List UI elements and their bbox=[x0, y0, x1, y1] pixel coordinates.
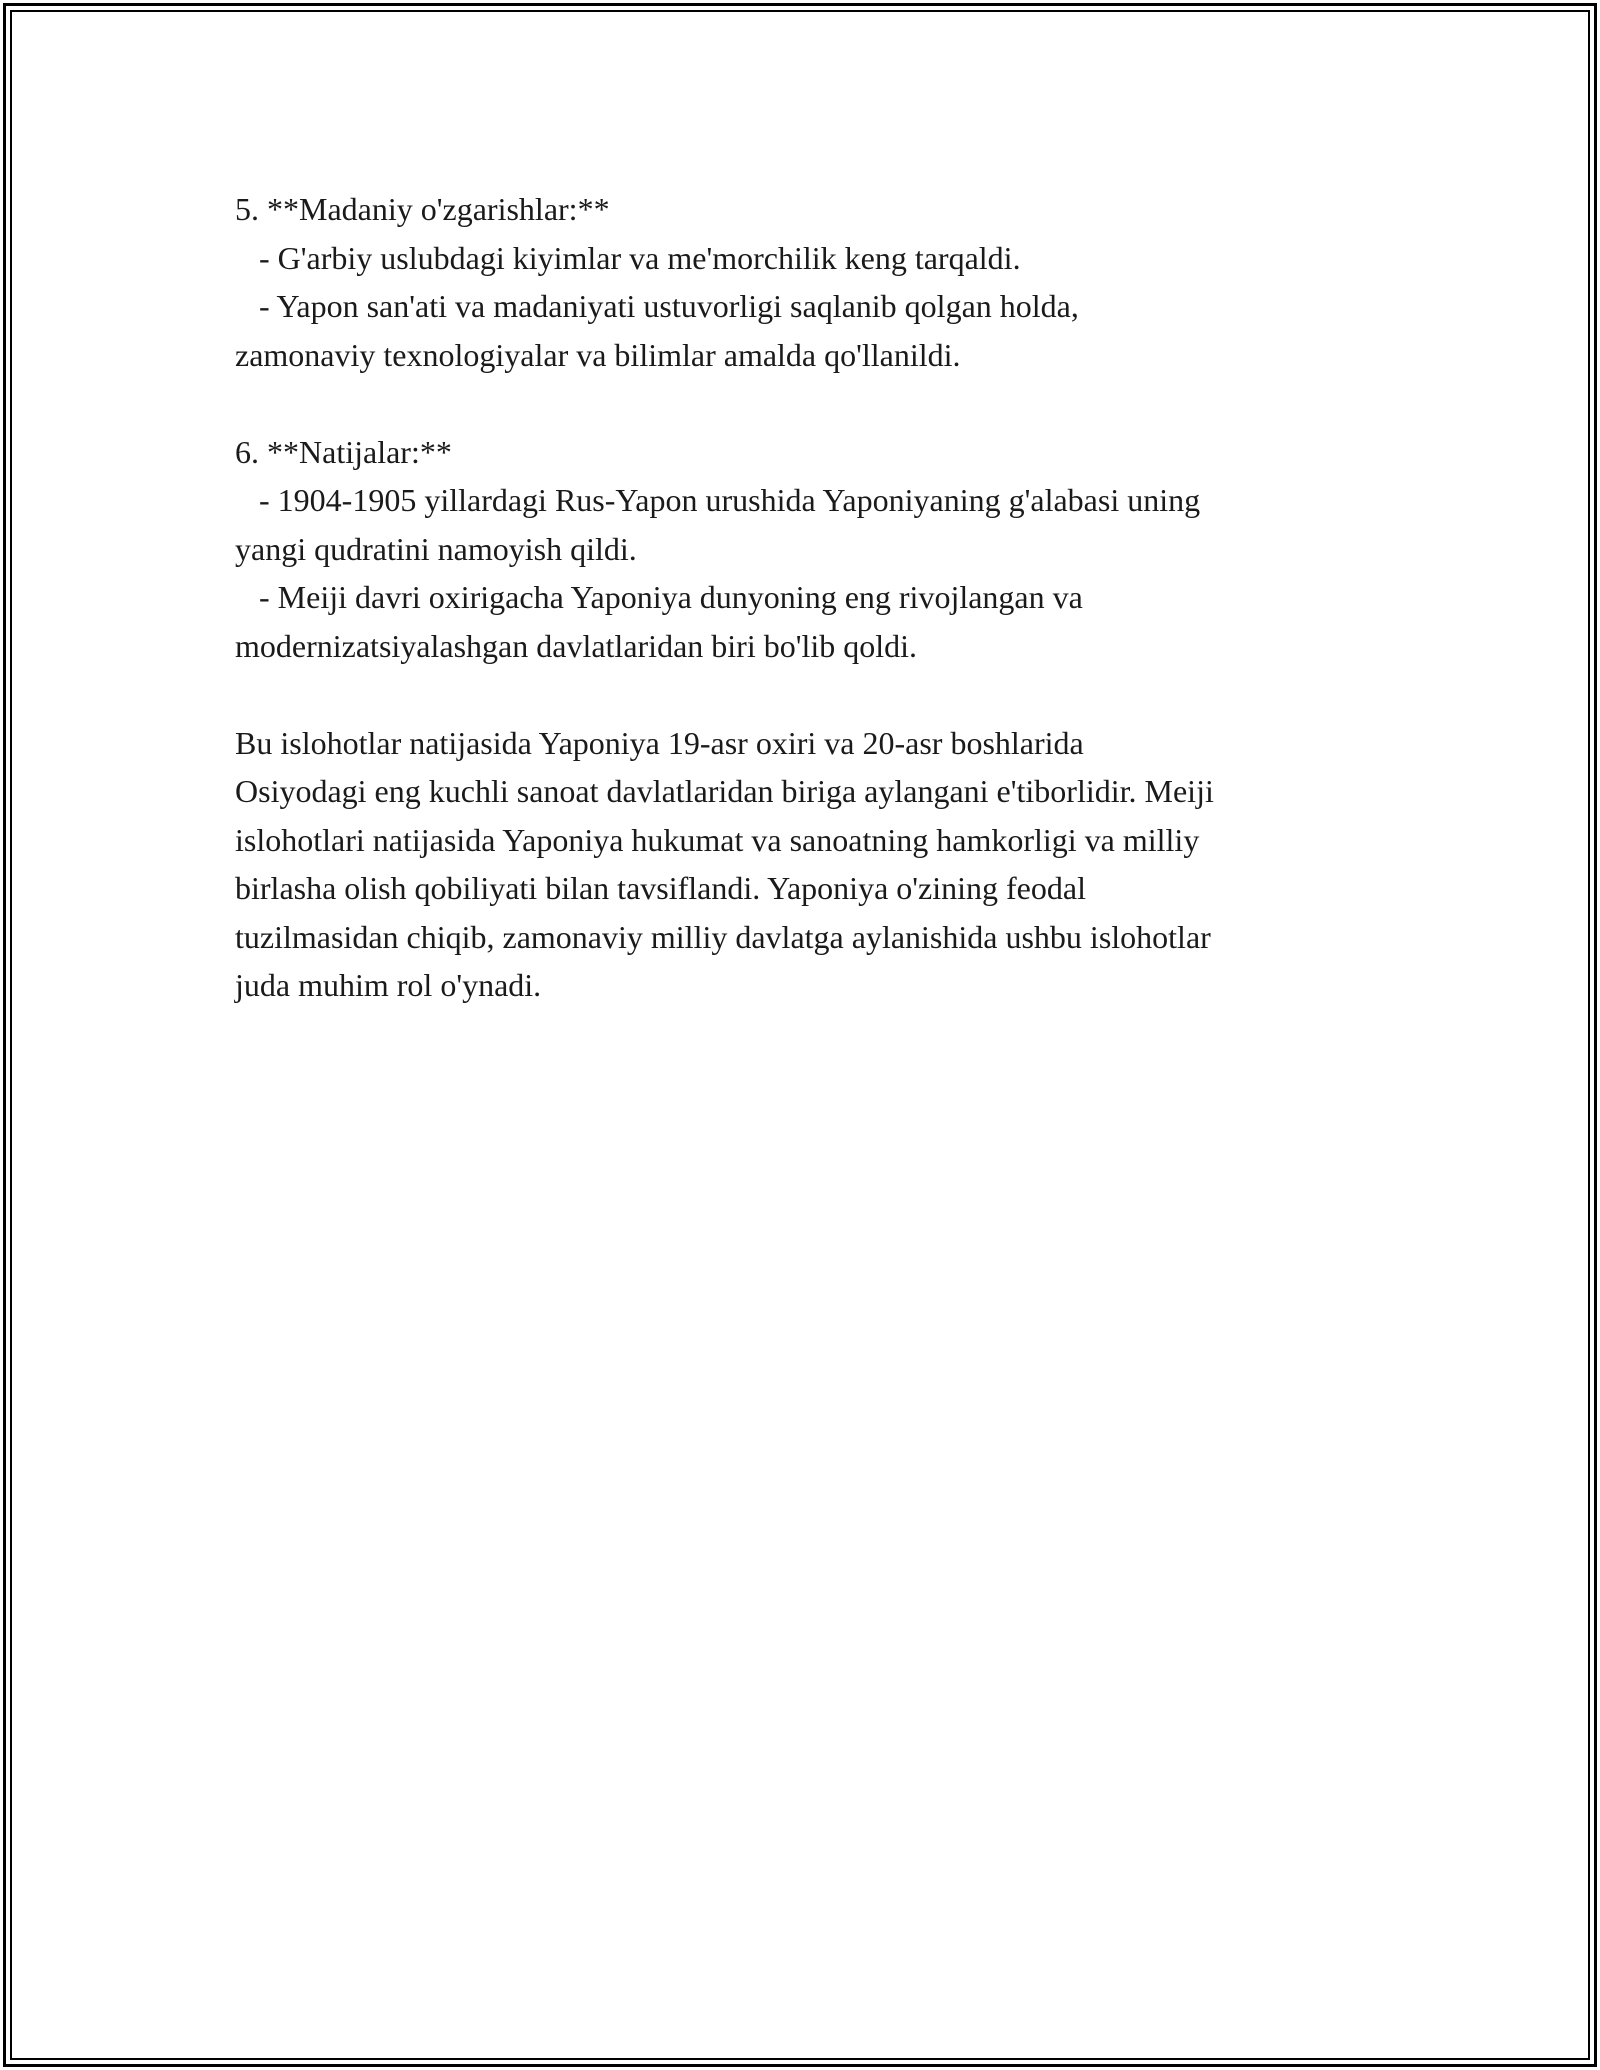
document-body bbox=[235, 185, 1395, 1010]
section-6-bullet-1-line-2: yangi qudratini namoyish qildi. bbox=[235, 530, 637, 567]
section-5-bullet-2-line-1: - Yapon san'ati va madaniyati ustuvorligi saqlanib qolgan holda, bbox=[235, 288, 1079, 324]
paragraph-gap bbox=[235, 379, 1395, 428]
section-6 bbox=[235, 428, 1395, 671]
section-5-heading: 5. **Madaniy o'zgarishlar:** bbox=[235, 191, 610, 227]
conclusion-line: Osiyodagi eng kuchli sanoat davlatlaridan biriga aylangani e'tiborlidir. Meiji bbox=[235, 773, 1214, 809]
section-6-heading: 6. **Natijalar:** bbox=[235, 433, 452, 470]
conclusion-line: islohotlari natijasida Yaponiya hukumat va sanoatning hamkorligi va milliy bbox=[235, 821, 1200, 858]
conclusion-paragraph bbox=[235, 719, 1395, 1010]
section-6-bullet-1-line-1: - 1904-1905 yillardagi Rus-Yapon urushida Yaponiyaning g'alabasi uning bbox=[235, 482, 1201, 518]
section-5 bbox=[235, 185, 1395, 379]
conclusion-line: birlasha olish qobiliyati bilan tavsiflandi. Yaponiya o'zining feodal bbox=[235, 870, 1086, 906]
conclusion-line: Bu islohotlar natijasida Yaponiya 19-asr oxiri va 20-asr boshlarida bbox=[235, 724, 1084, 761]
section-6-bullet-2-line-1: - Meiji davri oxirigacha Yaponiya dunyoning eng rivojlangan va bbox=[235, 579, 1083, 615]
conclusion-line: juda muhim rol o'ynadi. bbox=[235, 967, 542, 1003]
paragraph-gap bbox=[235, 670, 1395, 719]
conclusion-line: tuzilmasidan chiqib, zamonaviy milliy davlatga aylanishida ushbu islohotlar bbox=[235, 918, 1211, 955]
section-5-bullet-2-line-2: zamonaviy texnologiyalar va bilimlar amalda qo'llanildi. bbox=[235, 336, 961, 373]
section-5-bullet-1: - G'arbiy uslubdagi kiyimlar va me'morchilik keng tarqaldi. bbox=[235, 239, 1021, 276]
section-6-bullet-2-line-2: modernizatsiyalashgan davlatlaridan biri bo'lib qoldi. bbox=[235, 627, 918, 664]
